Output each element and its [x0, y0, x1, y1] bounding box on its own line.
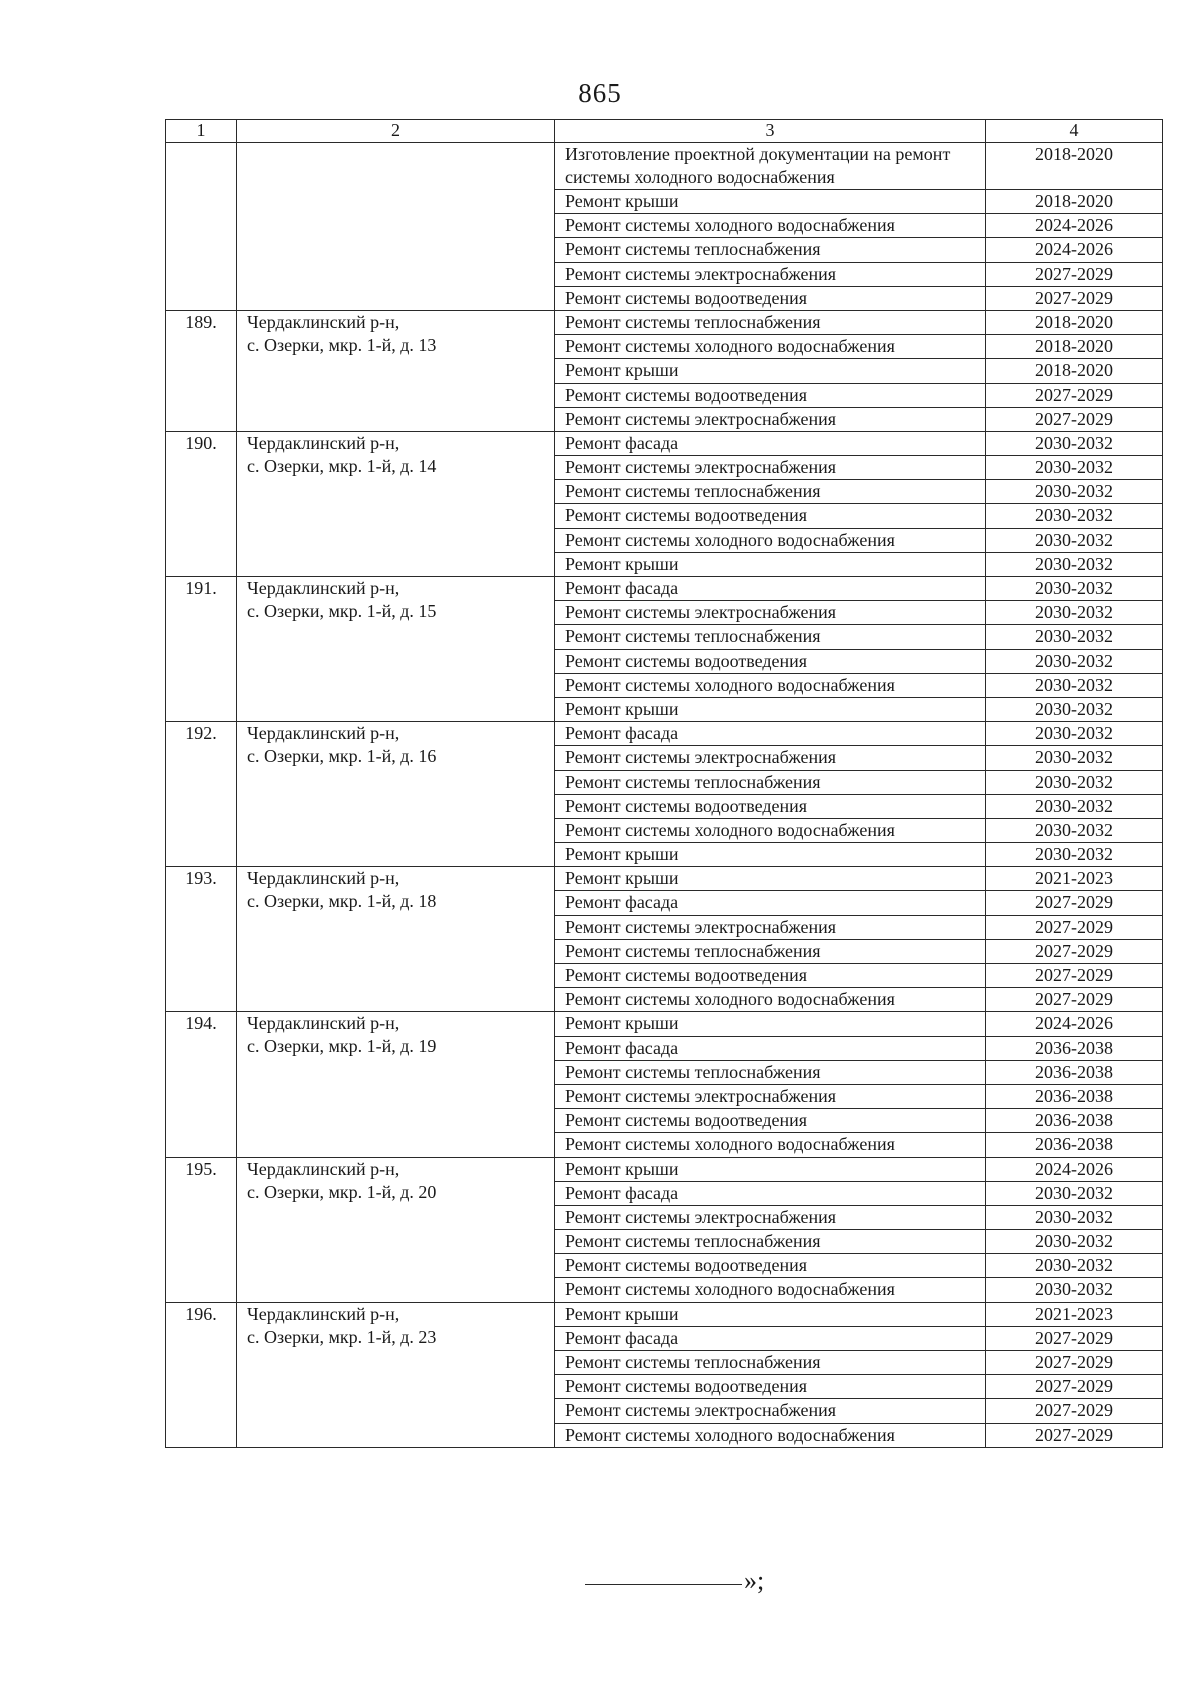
address-line-1: Чердаклинский р-н, — [247, 578, 400, 598]
period-cell: 2030-2032 — [986, 1278, 1163, 1302]
period-cell: 2030-2032 — [986, 456, 1163, 480]
work-type-cell: Ремонт крыши — [555, 1302, 986, 1326]
work-type-cell: Ремонт системы водоотведения — [555, 1109, 986, 1133]
period-cell: 2030-2032 — [986, 1181, 1163, 1205]
work-type-cell: Ремонт крыши — [555, 359, 986, 383]
repair-schedule-table — [165, 119, 1163, 1448]
period-cell: 2030-2032 — [986, 818, 1163, 842]
address-line-1: Чердаклинский р-н, — [247, 432, 400, 453]
period-cell: 2030-2032 — [986, 528, 1163, 552]
header-row — [166, 120, 1163, 143]
period-cell: 2036-2038 — [986, 1084, 1163, 1108]
period-cell: 2036-2038 — [986, 1036, 1163, 1060]
period-cell: 2030-2032 — [986, 577, 1163, 601]
table-row — [166, 577, 1163, 601]
work-type-cell: Ремонт системы электроснабжения — [555, 456, 986, 480]
address-cell — [237, 577, 555, 722]
column-header-4: 4 — [986, 120, 1163, 143]
column-header-1: 1 — [166, 120, 237, 143]
work-type-cell: Ремонт крыши — [555, 552, 986, 576]
period-cell: 2030-2032 — [986, 697, 1163, 721]
period-cell: 2030-2032 — [986, 504, 1163, 528]
row-number-cell — [166, 143, 237, 311]
work-type-cell: Ремонт системы водоотведения — [555, 794, 986, 818]
address-cell — [237, 722, 555, 867]
work-type-cell: Ремонт системы теплоснабжения — [555, 310, 986, 334]
row-number-cell: 194. — [166, 1012, 237, 1157]
work-type-cell: Ремонт системы холодного водоснабжения — [555, 673, 986, 697]
address-cell — [237, 143, 555, 311]
address-cell — [237, 1302, 555, 1447]
work-type-cell: Ремонт системы теплоснабжения — [555, 1351, 986, 1375]
address-line-2: с. Озерки, мкр. 1-й, д. 18 — [247, 891, 437, 912]
period-cell: 2027-2029 — [986, 939, 1163, 963]
period-cell: 2018-2020 — [986, 359, 1163, 383]
period-cell: 2027-2029 — [986, 1399, 1163, 1423]
period-cell: 2030-2032 — [986, 722, 1163, 746]
work-type-cell: Ремонт системы холодного водоснабжения — [555, 818, 986, 842]
address-cell — [237, 867, 555, 1012]
address-line-1: Чердаклинский р-н, — [247, 311, 400, 332]
period-cell: 2030-2032 — [986, 746, 1163, 770]
address-line-1: Чердаклинский р-н, — [247, 1303, 400, 1324]
period-cell: 2024-2026 — [986, 238, 1163, 262]
column-header-3: 3 — [555, 120, 986, 143]
row-number-cell: 190. — [166, 431, 237, 576]
work-type-cell: Ремонт системы водоотведения — [555, 1254, 986, 1278]
period-cell: 2030-2032 — [986, 673, 1163, 697]
period-cell: 2036-2038 — [986, 1060, 1163, 1084]
work-type-cell: Ремонт фасада — [555, 1181, 986, 1205]
work-type-cell: Изготовление проектной документации на ремонт системы холодного водоснабжения — [555, 143, 986, 190]
period-cell: 2027-2029 — [986, 407, 1163, 431]
work-type-cell: Ремонт системы водоотведения — [555, 383, 986, 407]
work-type-cell: Ремонт системы водоотведения — [555, 504, 986, 528]
address-line-2: с. Озерки, мкр. 1-й, д. 16 — [247, 746, 437, 767]
work-type-cell: Ремонт системы электроснабжения — [555, 601, 986, 625]
address-line-1: Чердаклинский р-н, — [247, 723, 400, 744]
period-cell: 2027-2029 — [986, 286, 1163, 310]
period-cell: 2024-2026 — [986, 1157, 1163, 1181]
address-line-1: Чердаклинский р-н, — [247, 868, 400, 889]
period-cell: 2030-2032 — [986, 794, 1163, 818]
table-row — [166, 1012, 1163, 1036]
row-number-cell: 192. — [166, 722, 237, 867]
row-number-cell: 191. — [166, 577, 237, 722]
work-type-cell: Ремонт фасада — [555, 577, 986, 601]
period-cell: 2021-2023 — [986, 867, 1163, 891]
period-cell: 2027-2029 — [986, 915, 1163, 939]
page-number: 865 — [578, 78, 622, 108]
work-type-cell: Ремонт крыши — [555, 1157, 986, 1181]
work-type-cell: Ремонт системы холодного водоснабжения — [555, 1278, 986, 1302]
period-cell: 2018-2020 — [986, 143, 1163, 190]
work-type-cell: Ремонт системы теплоснабжения — [555, 1060, 986, 1084]
work-type-cell: Ремонт системы холодного водоснабжения — [555, 1133, 986, 1157]
closing-mark: »; — [744, 1566, 765, 1595]
period-cell: 2027-2029 — [986, 1351, 1163, 1375]
table-row — [166, 1157, 1163, 1181]
address-line-2: с. Озерки, мкр. 1-й, д. 15 — [247, 601, 437, 621]
work-type-cell: Ремонт системы холодного водоснабжения — [555, 214, 986, 238]
work-type-cell: Ремонт фасада — [555, 722, 986, 746]
row-number-cell: 195. — [166, 1157, 237, 1302]
period-cell: 2024-2026 — [986, 214, 1163, 238]
address-cell — [237, 431, 555, 576]
work-type-cell: Ремонт фасада — [555, 891, 986, 915]
row-number-cell: 196. — [166, 1302, 237, 1447]
period-cell: 2030-2032 — [986, 625, 1163, 649]
period-cell: 2027-2029 — [986, 383, 1163, 407]
period-cell: 2021-2023 — [986, 1302, 1163, 1326]
period-cell: 2030-2032 — [986, 1254, 1163, 1278]
address-cell — [237, 1157, 555, 1302]
work-type-cell: Ремонт крыши — [555, 1012, 986, 1036]
table-row — [166, 143, 1163, 190]
work-type-cell: Ремонт фасада — [555, 1326, 986, 1350]
period-cell: 2024-2026 — [986, 1012, 1163, 1036]
work-type-cell: Ремонт системы теплоснабжения — [555, 1230, 986, 1254]
work-type-cell: Ремонт крыши — [555, 843, 986, 867]
work-type-cell: Ремонт системы электроснабжения — [555, 746, 986, 770]
address-line-1: Чердаклинский р-н, — [247, 1158, 400, 1179]
address-line-1: Чердаклинский р-н, — [247, 1013, 400, 1034]
address-line-2: с. Озерки, мкр. 1-й, д. 13 — [247, 334, 437, 355]
work-type-cell: Ремонт крыши — [555, 697, 986, 721]
period-cell: 2027-2029 — [986, 1423, 1163, 1447]
work-type-cell: Ремонт системы водоотведения — [555, 649, 986, 673]
period-cell: 2030-2032 — [986, 480, 1163, 504]
work-type-cell: Ремонт фасада — [555, 1036, 986, 1060]
period-cell: 2030-2032 — [986, 1230, 1163, 1254]
period-cell: 2018-2020 — [986, 335, 1163, 359]
table-row — [166, 1302, 1163, 1326]
period-cell: 2030-2032 — [986, 552, 1163, 576]
work-type-cell: Ремонт системы электроснабжения — [555, 915, 986, 939]
work-type-cell: Ремонт системы холодного водоснабжения — [555, 988, 986, 1012]
work-type-cell: Ремонт системы теплоснабжения — [555, 939, 986, 963]
work-type-cell: Ремонт системы водоотведения — [555, 1375, 986, 1399]
period-cell: 2030-2032 — [986, 431, 1163, 455]
work-type-cell: Ремонт системы водоотведения — [555, 286, 986, 310]
closing-rule — [585, 1584, 742, 1585]
period-cell: 2030-2032 — [986, 1205, 1163, 1229]
work-type-cell: Ремонт фасада — [555, 431, 986, 455]
table-body — [166, 143, 1163, 1448]
work-type-cell: Ремонт системы холодного водоснабжения — [555, 1423, 986, 1447]
row-number-cell: 189. — [166, 310, 237, 431]
work-type-cell: Ремонт крыши — [555, 190, 986, 214]
work-type-cell: Ремонт системы теплоснабжения — [555, 238, 986, 262]
work-type-cell: Ремонт системы теплоснабжения — [555, 480, 986, 504]
work-type-cell: Ремонт системы холодного водоснабжения — [555, 335, 986, 359]
period-cell: 2027-2029 — [986, 262, 1163, 286]
work-type-cell: Ремонт системы электроснабжения — [555, 262, 986, 286]
work-type-cell: Ремонт системы водоотведения — [555, 964, 986, 988]
address-line-2: с. Озерки, мкр. 1-й, д. 20 — [247, 1181, 437, 1202]
period-cell: 2030-2032 — [986, 843, 1163, 867]
period-cell: 2027-2029 — [986, 891, 1163, 915]
period-cell: 2030-2032 — [986, 770, 1163, 794]
work-type-cell: Ремонт системы теплоснабжения — [555, 625, 986, 649]
table-row — [166, 431, 1163, 455]
table-row — [166, 867, 1163, 891]
period-cell: 2018-2020 — [986, 310, 1163, 334]
table-row — [166, 310, 1163, 334]
period-cell: 2027-2029 — [986, 1326, 1163, 1350]
address-cell — [237, 310, 555, 431]
work-type-cell: Ремонт системы электроснабжения — [555, 1084, 986, 1108]
period-cell: 2036-2038 — [986, 1109, 1163, 1133]
row-number-cell: 193. — [166, 867, 237, 1012]
table-header — [166, 120, 1163, 143]
work-type-cell: Ремонт системы теплоснабжения — [555, 770, 986, 794]
period-cell: 2027-2029 — [986, 988, 1163, 1012]
closing-line — [585, 1566, 764, 1596]
address-cell — [237, 1012, 555, 1157]
period-cell: 2018-2020 — [986, 190, 1163, 214]
address-line-2: с. Озерки, мкр. 1-й, д. 23 — [247, 1326, 437, 1347]
work-type-cell: Ремонт системы электроснабжения — [555, 1205, 986, 1229]
table-row — [166, 722, 1163, 746]
address-line-2: с. Озерки, мкр. 1-й, д. 14 — [247, 455, 437, 476]
work-type-cell: Ремонт крыши — [555, 867, 986, 891]
address-line-2: с. Озерки, мкр. 1-й, д. 19 — [247, 1036, 437, 1057]
period-cell: 2030-2032 — [986, 601, 1163, 625]
period-cell: 2027-2029 — [986, 964, 1163, 988]
work-type-cell: Ремонт системы электроснабжения — [555, 1399, 986, 1423]
work-type-cell: Ремонт системы холодного водоснабжения — [555, 528, 986, 552]
column-header-2: 2 — [237, 120, 555, 143]
period-cell: 2030-2032 — [986, 649, 1163, 673]
period-cell: 2027-2029 — [986, 1375, 1163, 1399]
period-cell: 2036-2038 — [986, 1133, 1163, 1157]
work-type-cell: Ремонт системы электроснабжения — [555, 407, 986, 431]
